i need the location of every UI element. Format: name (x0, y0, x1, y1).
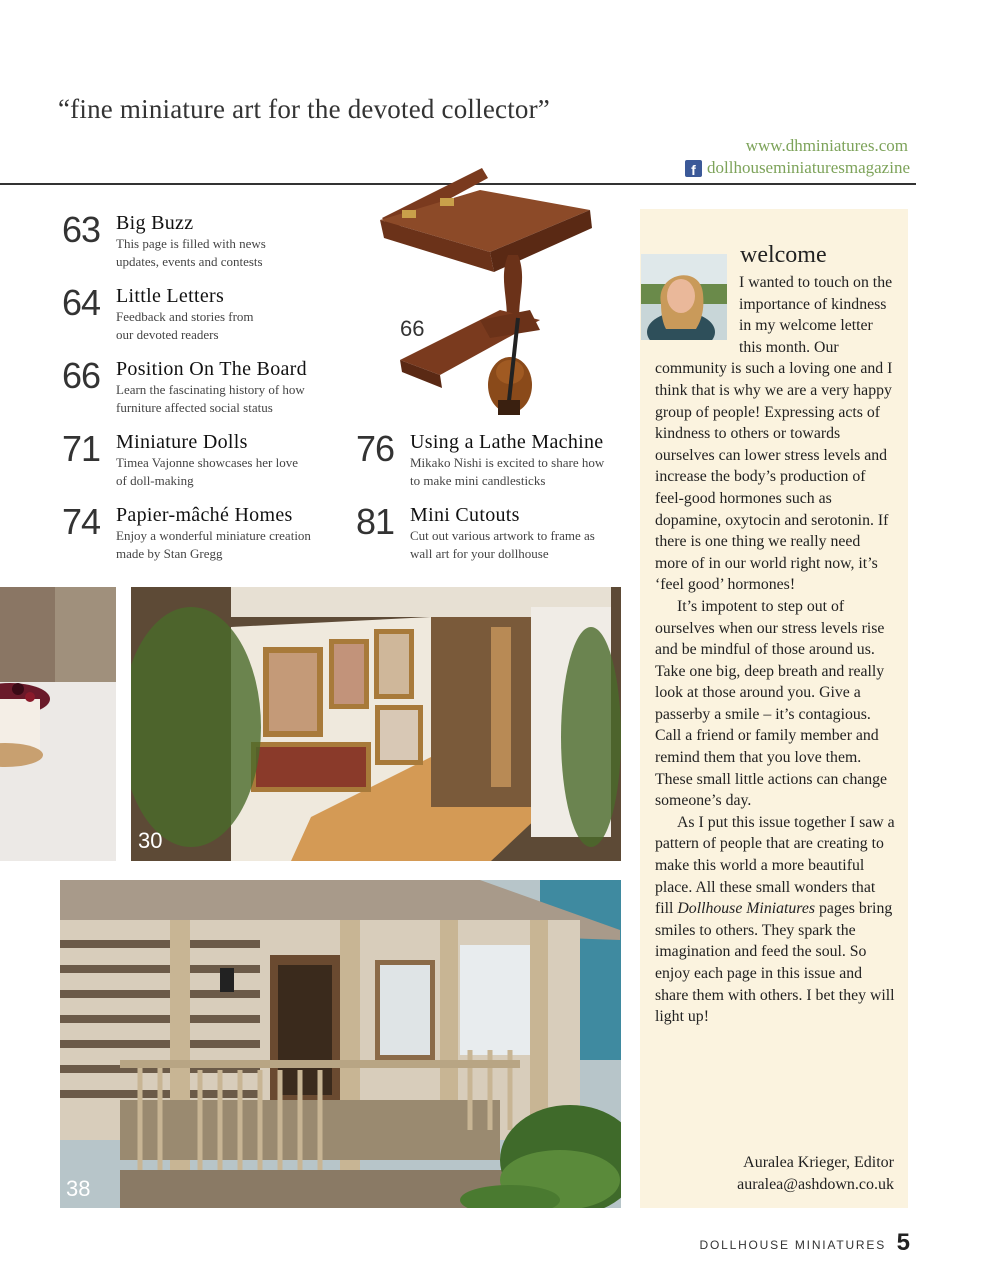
toc-description: This page is filled with news updates, events and contests (116, 236, 266, 269)
gallery-room-photo (131, 587, 621, 861)
facebook-icon: f (685, 160, 702, 177)
toc-description: Learn the fascinating history of how furniture affected social status (116, 382, 305, 415)
page-number: 5 (896, 1229, 910, 1256)
toc-title: Mini Cutouts (410, 504, 520, 526)
toc-title: Miniature Dolls (116, 431, 248, 453)
website-link[interactable]: www.dhminiatures.com (745, 136, 908, 155)
welcome-title: welcome (740, 242, 827, 268)
writing-stand-image (370, 160, 610, 425)
editor-signature: Auralea Krieger, Editor (743, 1154, 894, 1171)
toc-page-number: 64 (62, 282, 101, 323)
welcome-paragraph: I wanted to touch on the importance of kindness in my welcome letter this month. Our community is such a loving one and I think that is why we are a very happy group of people! Expressing acts of kindness to others or towards ourselves can lower stress levels and increase the body’s production of feel-good hormones such as dopamine, oxytocin and serotonin. If there is one thing we really need more of in our world right now, it’s ‘feel good’ hormones! (655, 274, 893, 594)
toc-title: Big Buzz (116, 212, 194, 234)
toc-page-number: 76 (356, 428, 395, 469)
welcome-paragraph: It’s impotent to step out of ourselves when our stress levels rise and be mindful of those around us. Take one big, deep breath and really look at those around you. Give a passerby a smile – it’s contagious. Call a friend or family member and remind them that you love them. These small little actions can change someone’s day. (655, 597, 888, 810)
toc-page-number: 74 (62, 501, 101, 542)
dessert-photo (0, 587, 116, 861)
tagline: “fine miniature art for the devoted collector” (58, 94, 550, 124)
toc-item[interactable] (62, 209, 266, 271)
toc-item[interactable] (356, 501, 595, 563)
toc-description: Enjoy a wonderful miniature creation made by Stan Gregg (116, 528, 311, 561)
toc-page-number: 71 (62, 428, 101, 469)
toc-description: Feedback and stories from our devoted readers (116, 309, 254, 342)
toc-item[interactable] (62, 428, 298, 490)
toc-description: Timea Vajonne showcases her love of doll-making (116, 455, 298, 488)
magazine-name: Dollhouse Miniatures (677, 900, 816, 918)
toc-title: Position On The Board (116, 358, 307, 380)
toc-description: Mikako Nishi is excited to share how to make mini candlesticks (410, 455, 605, 488)
toc-title: Little Letters (116, 285, 225, 307)
image-page-label: 30 (138, 828, 163, 853)
toc-title: Papier-mâché Homes (116, 504, 293, 526)
welcome-paragraph: As I put this issue together I saw a pattern of people that are creating to make this world a more beautiful place. All these small wonders that fill Dollhouse Miniatures pages bring smiles to others. They spark the imagination and feed the soul. So enjoy each page in this issue and share them with others. I bet they will light up! (655, 813, 895, 1026)
image-page-label: 66 (400, 316, 425, 341)
toc-page-number: 63 (62, 209, 101, 250)
toc-item[interactable] (62, 282, 254, 344)
editor-email[interactable]: auralea@ashdown.co.uk (737, 1176, 894, 1193)
image-page-label: 38 (66, 1176, 91, 1201)
facebook-handle: dollhouseminiaturesmagazine (707, 158, 910, 177)
magazine-footer: DOLLHOUSE MINIATURES (699, 1238, 886, 1252)
facebook-link[interactable] (685, 158, 910, 178)
log-cabin-photo (60, 880, 621, 1208)
toc-item[interactable] (62, 501, 311, 563)
toc-item[interactable] (62, 355, 307, 417)
toc-description: Cut out various artwork to frame as wall art for your dollhouse (410, 528, 595, 561)
toc-title: Using a Lathe Machine (410, 431, 604, 453)
toc-page-number: 81 (356, 501, 395, 542)
toc-item[interactable] (356, 428, 605, 490)
toc-page-number: 66 (62, 355, 101, 396)
welcome-letter (655, 272, 895, 1028)
